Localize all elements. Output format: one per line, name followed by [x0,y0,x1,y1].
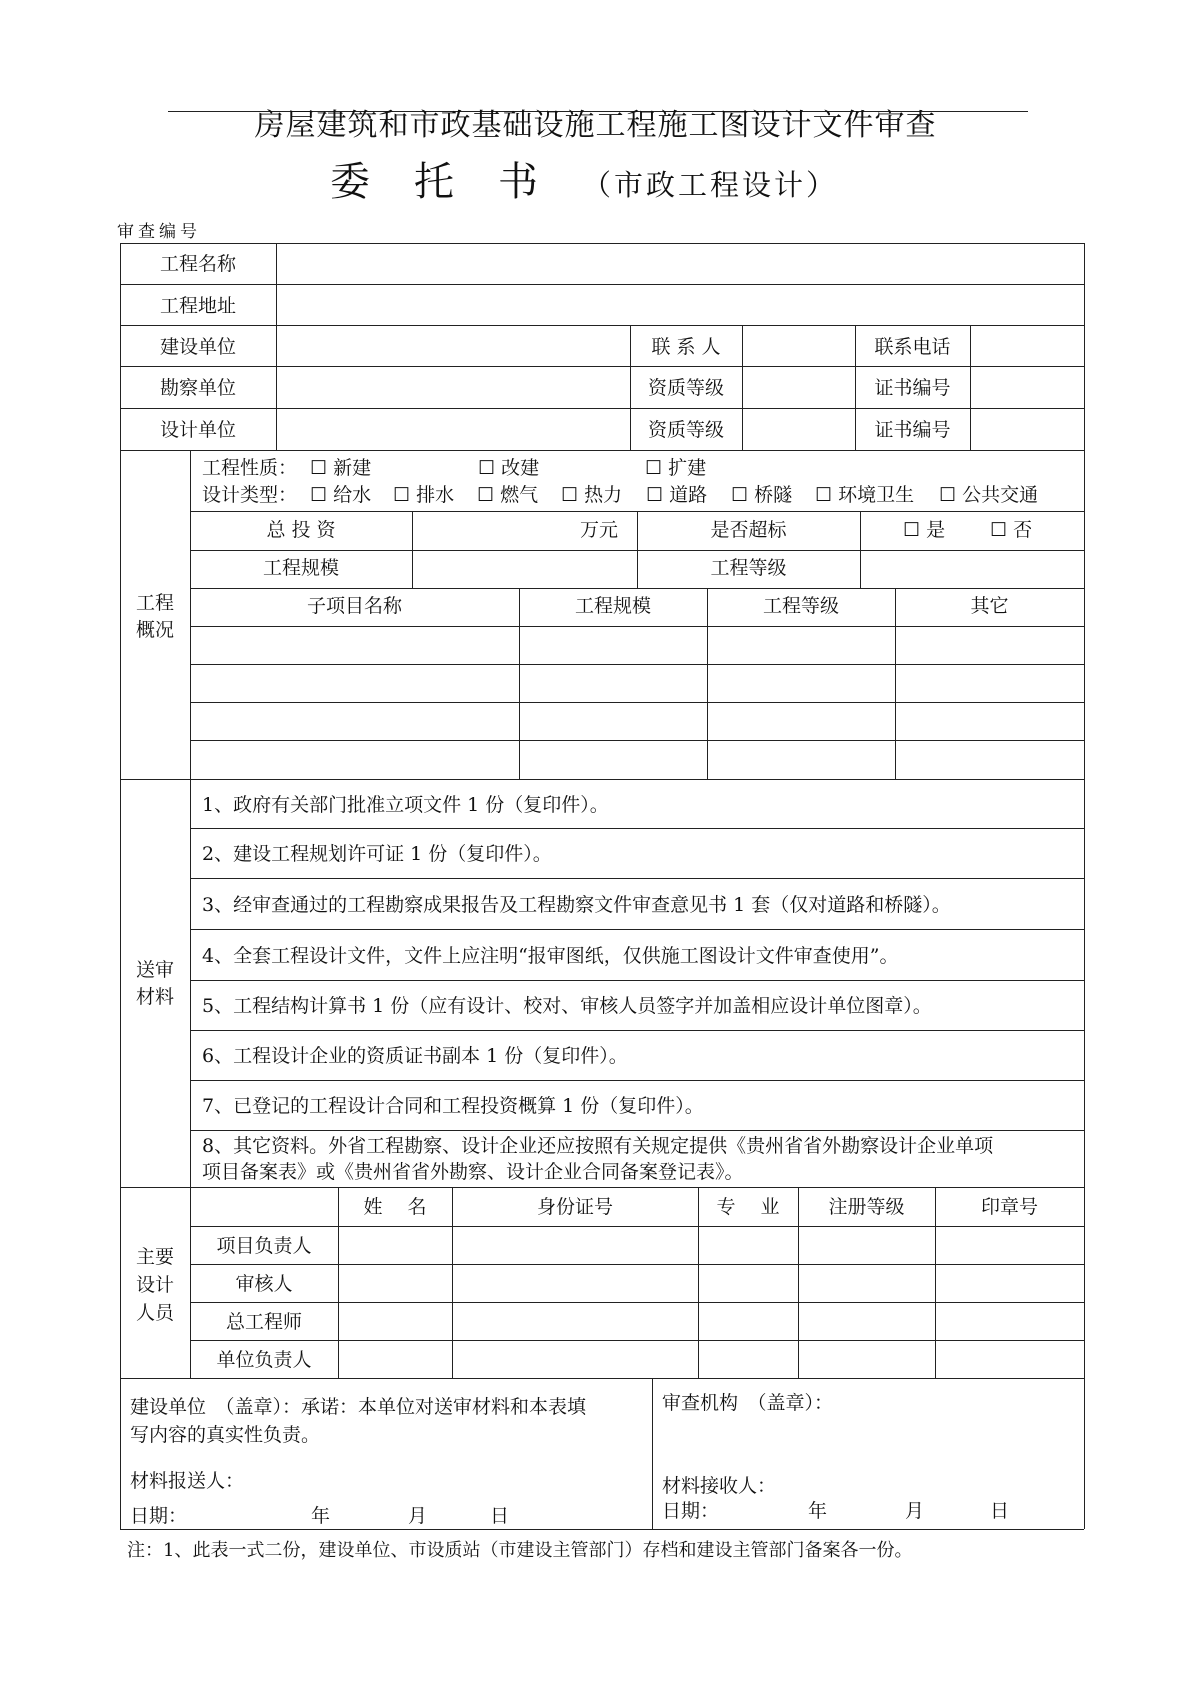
label-date-left: 日期： [130,1505,188,1527]
document-subtitle [330,150,838,207]
section-staff-label: 主要设计人员 [135,1246,174,1324]
builder-stamp-text-2: 写内容的真实性负责。 [130,1424,321,1446]
date-right-day: 日 [990,1500,1010,1522]
label-design-cert: 证书编号 [874,419,951,441]
label-phone: 联系电话 [874,336,951,358]
header-sub-other: 其它 [970,595,1009,617]
label-project-grade: 工程等级 [710,557,787,579]
material-item-1: 1、政府有关部门批准立项文件 1 份（复印件）。 [202,794,609,816]
type-opt-sanitation[interactable]: ☐ 环境卫生 [815,484,915,506]
label-survey-qual: 资质等级 [647,377,724,399]
date-left-month: 月 [408,1505,428,1527]
type-opt-drainage[interactable]: ☐ 排水 [393,484,455,506]
header-seal-no: 印章号 [980,1196,1038,1218]
document-title: 房屋建筑和市政基础设施工程施工图设计文件审查 [254,108,937,143]
type-opt-bridge-tunnel[interactable]: ☐ 桥隧 [731,484,793,506]
label-project-scale: 工程规模 [262,557,339,579]
review-number-label: 审查编号 [117,222,201,242]
label-sender: 材料报送人： [130,1470,245,1492]
role-project-lead: 项目负责人 [216,1235,312,1257]
type-opt-public-transit[interactable]: ☐ 公共交通 [939,484,1039,506]
material-item-2: 2、建设工程规划许可证 1 份（复印件）。 [202,843,552,865]
type-opt-gas[interactable]: ☐ 燃气 [477,484,539,506]
nature-opt-extend[interactable]: ☐ 扩建 [645,457,707,479]
header-name: 姓 名 [363,1196,427,1218]
header-sub-grade: 工程等级 [762,595,839,617]
footer-note: 注：1、此表一式二份，建设单位、市设质站（市建设主管部门）存档和建设主管部门备案各一份。 [127,1540,913,1561]
nature-opt-rebuild[interactable]: ☐ 改建 [478,457,540,479]
type-opt-road[interactable]: ☐ 道路 [646,484,708,506]
subtitle-suffix: （市政工程设计） [582,168,839,202]
review-org-stamp: 审查机构 （盖章）： [662,1392,834,1414]
date-right-year: 年 [808,1500,828,1522]
header-sub-project: 子项目名称 [306,595,402,617]
material-item-7: 7、已登记的工程设计合同和工程投资概算 1 份（复印件）。 [202,1095,704,1117]
nature-opt-new[interactable]: ☐ 新建 [310,457,372,479]
role-chief-engineer: 总工程师 [225,1311,302,1333]
phone-field[interactable] [972,327,1082,364]
over-std-yes[interactable]: ☐ 是 [903,519,946,541]
header-reg-level: 注册等级 [828,1196,905,1218]
material-item-4: 4、全套工程设计文件，文件上应注明“报审图纸，仅供施工图设计文件审查使用”。 [202,945,899,967]
type-label: 设计类型： [202,484,298,506]
section-materials-label: 送审材料 [135,959,174,1008]
label-unit-wan: 万元 [580,519,619,541]
nature-label: 工程性质： [202,457,298,479]
label-date-right: 日期： [662,1500,720,1522]
label-contact: 联 系 人 [651,336,721,358]
label-project-name: 工程名称 [159,253,236,275]
label-builder: 建设单位 [159,336,236,358]
contact-field[interactable] [744,327,853,364]
subtitle-main: 委托书 [330,159,582,205]
date-left-day: 日 [490,1505,510,1527]
role-reviewer: 审核人 [235,1273,293,1295]
project-address-field[interactable] [278,286,1082,323]
type-opt-heat[interactable]: ☐ 热力 [561,484,623,506]
role-unit-head: 单位负责人 [216,1349,312,1371]
label-project-address: 工程地址 [159,295,236,317]
material-item-8-line2: 项目备案表》或《贵州省省外勘察、设计企业合同备案登记表》。 [202,1161,744,1183]
label-over-standard: 是否超标 [710,519,787,541]
builder-field[interactable] [278,327,628,364]
header-id-number: 身份证号 [536,1196,613,1218]
over-std-no[interactable]: ☐ 否 [990,519,1033,541]
label-total-invest: 总 投 资 [266,519,336,541]
project-name-field[interactable] [278,245,1082,282]
material-item-3: 3、经审查通过的工程勘察成果报告及工程勘察文件审查意见书 1 套（仅对道路和桥隧）。 [202,894,951,916]
date-left-year: 年 [311,1505,331,1527]
label-survey-cert: 证书编号 [874,377,951,399]
type-opt-water-supply[interactable]: ☐ 给水 [310,484,372,506]
date-right-month: 月 [905,1500,925,1522]
material-item-8-line1: 8、其它资料。外省工程勘察、设计企业还应按照有关规定提供《贵州省省外勘察设计企业单项 [202,1135,994,1157]
material-item-5: 5、工程结构计算书 1 份（应有设计、校对、审核人员签字并加盖相应设计单位图章）。 [202,995,932,1017]
builder-stamp-text: 建设单位 （盖章）：承诺：本单位对送审材料和本表填 [130,1396,587,1418]
material-item-6: 6、工程设计企业的资质证书副本 1 份（复印件）。 [202,1045,628,1067]
label-design-unit: 设计单位 [159,419,236,441]
label-design-qual: 资质等级 [647,419,724,441]
header-specialty: 专 业 [716,1196,780,1218]
label-survey-unit: 勘察单位 [159,377,236,399]
header-sub-scale: 工程规模 [574,595,651,617]
section-overview-label: 工程概况 [135,592,174,641]
label-receiver: 材料接收人： [662,1475,777,1497]
nature-row [202,457,297,479]
